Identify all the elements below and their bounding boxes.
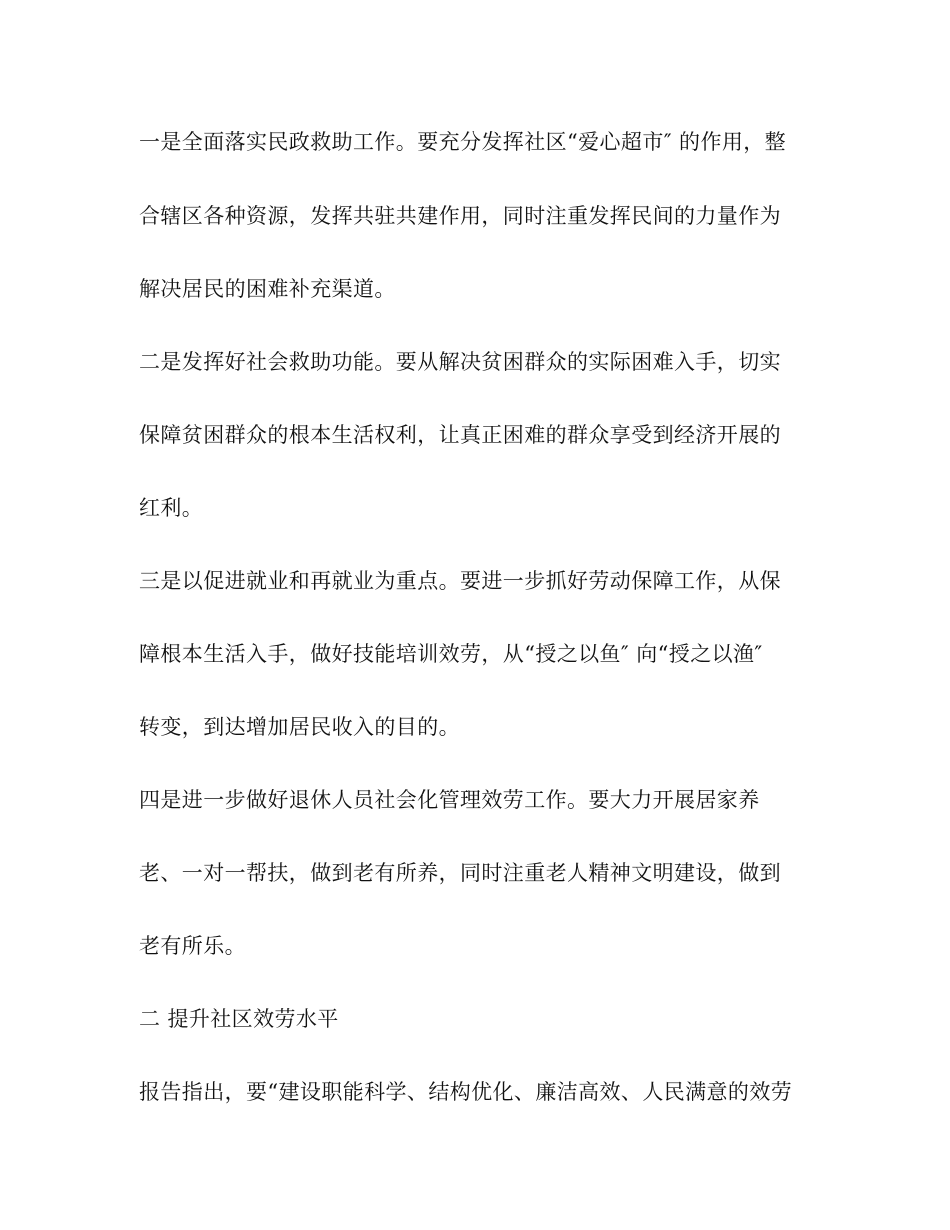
paragraph-3-line-2: 障根本生活入手，做好技能培训效劳，从“授之以鱼″ 向“授之以渔″ — [139, 642, 763, 666]
paragraph-1-line-2: 合辖区各种资源，发挥共驻共建作用，同时注重发挥民间的力量作为 — [139, 204, 781, 228]
section-heading: 二 提升社区效劳水平 — [139, 1007, 339, 1031]
paragraph-2-line-2: 保障贫困群众的根本生活权利，让真正困难的群众享受到经济开展的 — [139, 423, 781, 447]
paragraph-4-line-3: 老有所乐。 — [139, 934, 246, 958]
paragraph-4-line-1: 四是进一步做好退休人员社会化管理效劳工作。要大力开展居家养 — [139, 788, 760, 812]
paragraph-3-line-3: 转变，到达增加居民收入的目的。 — [139, 715, 460, 739]
paragraph-1-line-1: 一是全面落实民政救助工作。要充分发挥社区“爱心超市″ 的作用，整 — [139, 130, 787, 154]
paragraph-1-line-3: 解决居民的困难补充渠道。 — [139, 277, 396, 301]
paragraph-2-line-3: 红利。 — [139, 496, 204, 520]
paragraph-5-line-1: 报告指出，要“建设职能科学、结构优化、廉洁高效、人民满意的效劳 — [139, 1080, 793, 1104]
paragraph-2-line-1: 二是发挥好社会救助功能。要从解决贫困群众的实际困难入手，切实 — [139, 350, 781, 374]
paragraph-3-line-1: 三是以促进就业和再就业为重点。要进一步抓好劳动保障工作，从保 — [139, 569, 781, 593]
paragraph-4-line-2: 老、一对一帮扶，做到老有所养，同时注重老人精神文明建设，做到 — [139, 861, 781, 885]
